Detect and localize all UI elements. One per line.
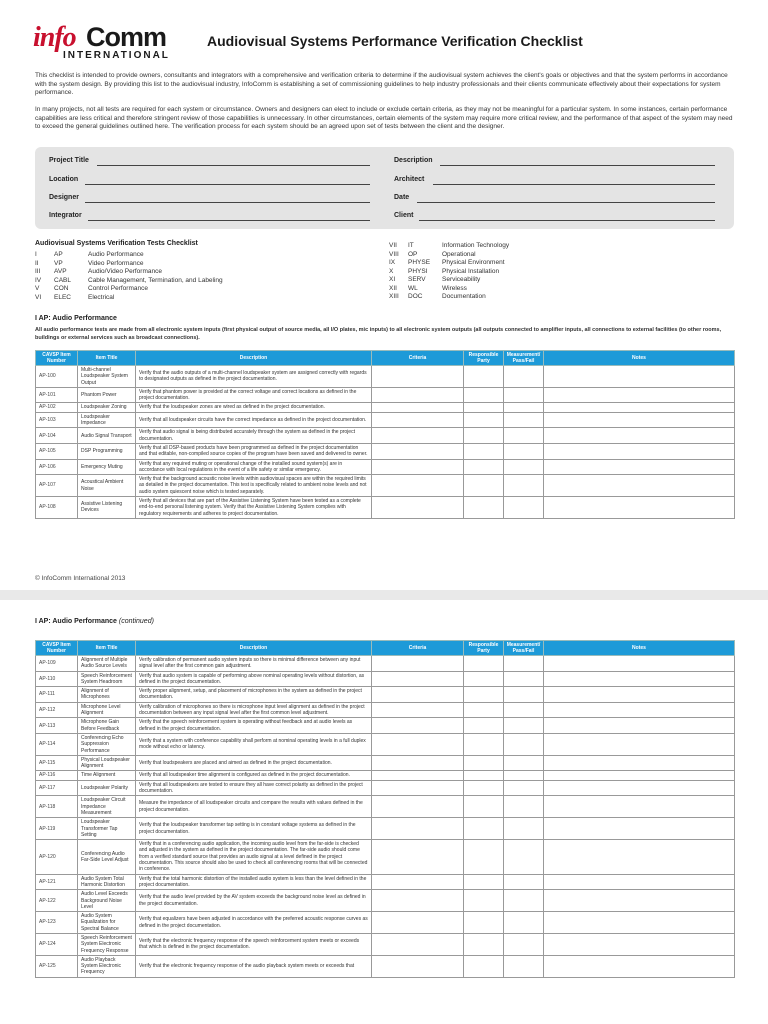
item-title-cell: Phantom Power <box>78 387 136 403</box>
header-item-title: Item Title <box>78 351 136 366</box>
header-criteria: Criteria <box>372 641 464 656</box>
notes-cell[interactable] <box>544 687 735 703</box>
item-title-cell: Speech Reinforcement System Electronic Frequency Response <box>78 933 136 955</box>
item-number-cell: AP-123 <box>36 912 78 934</box>
description-cell: Verify that audio signal is being distributed accurately through the system as defined in the project documentation. <box>136 428 372 444</box>
form-label-integrator: Integrator <box>49 212 82 219</box>
table-row <box>36 403 735 412</box>
criteria-cell[interactable] <box>372 912 464 934</box>
description-cell: Verify that loudspeakers are placed and aimed as defined in the project documentation. <box>136 755 372 771</box>
notes-cell[interactable] <box>544 796 735 818</box>
measurement-cell[interactable] <box>504 912 544 934</box>
table-row <box>36 771 735 780</box>
measurement-cell[interactable] <box>504 771 544 780</box>
description-cell: Verify that the loudspeaker zones are wired as defined in the project documentation. <box>136 403 372 412</box>
form-field-location[interactable] <box>85 177 370 185</box>
item-title-cell: DSP Programming <box>78 443 136 459</box>
measurement-cell[interactable] <box>504 428 544 444</box>
criteria-cell[interactable] <box>372 890 464 912</box>
section-title-text: I AP: Audio Performance <box>35 618 117 625</box>
responsible-party-cell[interactable] <box>464 475 504 497</box>
notes-cell[interactable] <box>544 475 735 497</box>
description-cell: Verify that audio system is capable of performing above nominal operating levels without distortion, as defined in the project documentation. <box>136 671 372 687</box>
item-title-cell: Audio System Equalization for Spectral Balance <box>78 912 136 934</box>
measurement-cell[interactable] <box>504 671 544 687</box>
table-row <box>36 818 735 840</box>
item-title-cell: Audio System Total Harmonic Distortion <box>78 874 136 890</box>
checklist-table-1 <box>35 350 735 519</box>
intro-paragraph-2: In many projects, not all tests are required for each system or circumstance. Owners and designers can elect to include or exclude certain criteria, as they may not be meaningful for a particular system. In some instances, certain performance capabilities are less critical and therefore stringent review of those capabilities is unnecessary. In other circumstances, certain elements of the system may require more critical review, and the performance of that aspect of the system may need to exceed the general guidelines outlined here. The verification process for each system should be an agreed upon set of tests between the client and the designer. <box>35 106 733 130</box>
table-row <box>36 755 735 771</box>
criteria-cell[interactable] <box>372 443 464 459</box>
measurement-cell[interactable] <box>504 840 544 874</box>
notes-cell[interactable] <box>544 387 735 403</box>
measurement-cell[interactable] <box>504 733 544 755</box>
item-title-cell: Conferencing Echo Suppression Performance <box>78 733 136 755</box>
item-number-cell: AP-114 <box>36 733 78 755</box>
responsible-party-cell[interactable] <box>464 412 504 428</box>
responsible-party-cell[interactable] <box>464 955 504 977</box>
item-title-cell: Loudspeaker Polarity <box>78 780 136 796</box>
notes-cell[interactable] <box>544 733 735 755</box>
criteria-cell[interactable] <box>372 366 464 388</box>
form-label-location: Location <box>49 176 79 183</box>
item-title-cell: Audio Signal Transport <box>78 428 136 444</box>
item-title-cell: Time Alignment <box>78 771 136 780</box>
criteria-cell[interactable] <box>372 475 464 497</box>
responsible-party-cell[interactable] <box>464 497 504 519</box>
description-cell: Verify that in a conferencing audio application, the incoming audio level from the far-side is checked and adjusted in the system as defined in the project documentation. The far-side audio should come from a verified standard source that provides an audio signal at a level defined in the project documentation. This source should also be used to check all conferencing rooms that will be connected in conference. <box>136 840 372 874</box>
page-gap <box>0 590 768 600</box>
checklist-page-2 <box>0 600 768 1024</box>
notes-cell[interactable] <box>544 428 735 444</box>
continued-label: (continued) <box>118 618 154 625</box>
header-measurement: Measurement/ Pass/Fail <box>504 351 544 366</box>
table-row <box>36 890 735 912</box>
responsible-party-cell[interactable] <box>464 755 504 771</box>
description-cell: Measure the impedance of all loudspeaker circuits and compare the results with values defined in the project documentation. <box>136 796 372 818</box>
table-row <box>36 671 735 687</box>
checklist-table-2 <box>35 640 735 978</box>
infocomm-logo <box>33 22 183 62</box>
notes-cell[interactable] <box>544 780 735 796</box>
criteria-cell[interactable] <box>372 497 464 519</box>
description-cell: Verify that any required muting or operational change of the installed sound system(s) are in accordance with local regulations in the event of a life safety or similar emergency. <box>136 459 372 475</box>
item-number-cell: AP-115 <box>36 755 78 771</box>
responsible-party-cell[interactable] <box>464 780 504 796</box>
project-info-form <box>35 147 734 229</box>
form-field-integrator[interactable] <box>88 213 370 221</box>
criteria-cell[interactable] <box>372 403 464 412</box>
measurement-cell[interactable] <box>504 933 544 955</box>
description-cell: Verify that phantom power is provided at the correct voltage and correct locations as defined in the project documentation. <box>136 387 372 403</box>
form-label-description: Description <box>394 157 433 164</box>
document-title: Audiovisual Systems Performance Verification Checklist <box>207 33 583 49</box>
logo-info-text: info <box>33 22 76 53</box>
item-number-cell: AP-102 <box>36 403 78 412</box>
notes-cell[interactable] <box>544 702 735 718</box>
criteria-cell[interactable] <box>372 428 464 444</box>
form-label-date: Date <box>394 194 410 201</box>
notes-cell[interactable] <box>544 443 735 459</box>
item-title-cell: Speech Reinforcement System Headroom <box>78 671 136 687</box>
notes-cell[interactable] <box>544 718 735 734</box>
description-cell: Verify calibration of permanent audio system inputs so there is minimal difference between any input signal level after the first common gain adjustment. <box>136 656 372 672</box>
description-cell: Verify that the electronic frequency response of the audio playback system meets or exceeds that <box>136 955 372 977</box>
list-item: VII IT Information Technology <box>389 242 510 249</box>
table-row <box>36 912 735 934</box>
description-cell: Verify that all devices that are part of the Assistive Listening System have been tested as a complete end-to-end personal listening system. Verify that the Assistive Listening System complies with regulatory requirements and adheres to project documentation. <box>136 497 372 519</box>
item-number-cell: AP-103 <box>36 412 78 428</box>
table-row <box>36 497 735 519</box>
item-title-cell: Conferencing Audio Far-Side Level Adjust <box>78 840 136 874</box>
measurement-cell[interactable] <box>504 780 544 796</box>
item-title-cell: Alignment of Microphones <box>78 687 136 703</box>
criteria-cell[interactable] <box>372 687 464 703</box>
criteria-cell[interactable] <box>372 818 464 840</box>
responsible-party-cell[interactable] <box>464 733 504 755</box>
table-row <box>36 656 735 672</box>
responsible-party-cell[interactable] <box>464 656 504 672</box>
tests-list-right <box>389 242 509 302</box>
criteria-cell[interactable] <box>372 671 464 687</box>
item-number-cell: AP-112 <box>36 702 78 718</box>
table-row <box>36 428 735 444</box>
section-description: All audio performance tests are made from all electronic system inputs (first physical output of source media, all I/O plates, mic inputs) to all electronic system outputs (all outputs connected to amplifier inputs, all connections to external facilities (to other rooms, buildings or external services such as broadcast connections). <box>35 327 722 341</box>
item-number-cell: AP-101 <box>36 387 78 403</box>
table-row <box>36 933 735 955</box>
responsible-party-cell[interactable] <box>464 771 504 780</box>
measurement-cell[interactable] <box>504 443 544 459</box>
measurement-cell[interactable] <box>504 890 544 912</box>
item-title-cell: Acoustical Ambient Noise <box>78 475 136 497</box>
item-number-cell: AP-119 <box>36 818 78 840</box>
notes-cell[interactable] <box>544 818 735 840</box>
criteria-cell[interactable] <box>372 771 464 780</box>
form-label-client: Client <box>394 212 414 219</box>
tests-list-left <box>35 251 223 302</box>
item-title-cell: Emergency Muting <box>78 459 136 475</box>
table-row <box>36 412 735 428</box>
criteria-cell[interactable] <box>372 780 464 796</box>
description-cell: Verify that equalizers have been adjusted in accordance with the preferred acoustic response curves as defined in the project documentation. <box>136 912 372 934</box>
measurement-cell[interactable] <box>504 755 544 771</box>
table-row <box>36 387 735 403</box>
header-notes: Notes <box>544 641 735 656</box>
table-row <box>36 366 735 388</box>
responsible-party-cell[interactable] <box>464 818 504 840</box>
list-item: II VP Video Performance <box>35 259 144 267</box>
table-row <box>36 702 735 718</box>
form-label-architect: Architect <box>394 176 425 183</box>
measurement-cell[interactable] <box>504 459 544 475</box>
criteria-cell[interactable] <box>372 702 464 718</box>
item-title-cell: Audio Level Exceeds Background Noise Level <box>78 890 136 912</box>
table-header-row <box>36 641 735 656</box>
form-field-project-title[interactable] <box>97 158 370 166</box>
description-cell: Verify that the total harmonic distortion of the installed audio system is less than the level defined in the project documentation. <box>136 874 372 890</box>
header-description: Description <box>136 351 372 366</box>
item-title-cell: Multi-channel Loudspeaker System Output <box>78 366 136 388</box>
item-title-cell: Loudspeaker Zoning <box>78 403 136 412</box>
responsible-party-cell[interactable] <box>464 671 504 687</box>
item-number-cell: AP-110 <box>36 671 78 687</box>
description-cell: Verify that the audio level provided by the AV system exceeds the background noise level as defined in the project documentation. <box>136 890 372 912</box>
responsible-party-cell[interactable] <box>464 796 504 818</box>
notes-cell[interactable] <box>544 840 735 874</box>
criteria-cell[interactable] <box>372 412 464 428</box>
list-item: IV CABL Cable Management, Termination, and Labeling <box>35 276 223 284</box>
measurement-cell[interactable] <box>504 412 544 428</box>
list-item: VI ELEC Electrical <box>35 293 115 301</box>
responsible-party-cell[interactable] <box>464 366 504 388</box>
item-number-cell: AP-106 <box>36 459 78 475</box>
section-title-audio-performance: I AP: Audio Performance <box>35 315 117 322</box>
header-measurement: Measurement/ Pass/Fail <box>504 641 544 656</box>
item-number-cell: AP-118 <box>36 796 78 818</box>
form-label-project-title: Project Title <box>49 157 89 164</box>
item-title-cell: Alignment of Multiple Audio Source Levels <box>78 656 136 672</box>
criteria-cell[interactable] <box>372 459 464 475</box>
responsible-party-cell[interactable] <box>464 459 504 475</box>
table-row <box>36 796 735 818</box>
item-number-cell: AP-108 <box>36 497 78 519</box>
measurement-cell[interactable] <box>504 818 544 840</box>
responsible-party-cell[interactable] <box>464 840 504 874</box>
item-number-cell: AP-104 <box>36 428 78 444</box>
list-item: XIII DOC Documentation <box>389 293 486 300</box>
table-row <box>36 687 735 703</box>
description-cell: Verify proper alignment, setup, and placement of microphones in the system as defined in the project documentation. <box>136 687 372 703</box>
notes-cell[interactable] <box>544 412 735 428</box>
table-row <box>36 874 735 890</box>
form-field-description[interactable] <box>440 158 715 166</box>
measurement-cell[interactable] <box>504 366 544 388</box>
header-item-number: CAVSP Item Number <box>36 641 78 656</box>
notes-cell[interactable] <box>544 874 735 890</box>
description-cell: Verify that the loudspeaker transformer tap setting is in constant voltage systems as defined in the project documentation. <box>136 818 372 840</box>
table-body-1 <box>36 366 735 519</box>
item-title-cell: Loudspeaker Impedance <box>78 412 136 428</box>
item-title-cell: Loudspeaker Transformer Tap Setting <box>78 818 136 840</box>
item-title-cell: Microphone Gain Before Feedback <box>78 718 136 734</box>
list-item: XI SERV Serviceability <box>389 276 481 283</box>
criteria-cell[interactable] <box>372 840 464 874</box>
notes-cell[interactable] <box>544 671 735 687</box>
notes-cell[interactable] <box>544 656 735 672</box>
item-number-cell: AP-116 <box>36 771 78 780</box>
measurement-cell[interactable] <box>504 387 544 403</box>
table-row <box>36 780 735 796</box>
criteria-cell[interactable] <box>372 755 464 771</box>
item-title-cell: Loudspeaker Circuit Impedance Measurement <box>78 796 136 818</box>
notes-cell[interactable] <box>544 955 735 977</box>
notes-cell[interactable] <box>544 933 735 955</box>
table-row <box>36 459 735 475</box>
item-number-cell: AP-107 <box>36 475 78 497</box>
item-number-cell: AP-117 <box>36 780 78 796</box>
form-field-client[interactable] <box>419 213 715 221</box>
description-cell: Verify that all DSP-based products have been programmed as defined in the project documentation and that editable, non-compiled source copies of the program have been saved and delivered to owner. <box>136 443 372 459</box>
criteria-cell[interactable] <box>372 718 464 734</box>
item-number-cell: AP-109 <box>36 656 78 672</box>
header-responsible-party: Responsible Party <box>464 351 504 366</box>
description-cell: Verify that all loudspeaker time alignment is configured as defined in the project documentation. <box>136 771 372 780</box>
responsible-party-cell[interactable] <box>464 387 504 403</box>
criteria-cell[interactable] <box>372 933 464 955</box>
measurement-cell[interactable] <box>504 656 544 672</box>
description-cell: Verify that the electronic frequency response of the speech reinforcement system meets or exceeds that which is defined in the project documentation. <box>136 933 372 955</box>
logo-international-text: INTERNATIONAL <box>63 50 170 61</box>
measurement-cell[interactable] <box>504 475 544 497</box>
criteria-cell[interactable] <box>372 874 464 890</box>
item-title-cell: Assistive Listening Devices <box>78 497 136 519</box>
description-cell: Verify that all loudspeaker circuits have the correct impedance as defined in the project documentation. <box>136 412 372 428</box>
notes-cell[interactable] <box>544 755 735 771</box>
list-item: IX PHYSE Physical Environment <box>389 259 505 266</box>
item-number-cell: AP-120 <box>36 840 78 874</box>
intro-paragraph-1: This checklist is intended to provide owners, consultants and integrators with a comprehensive and verification criteria to determine if the audiovisual system achieves the client's goals or objectives and that the system performs in accordance with the system design. By providing this list to the audiovisual industry, InfoComm is establishing a set of commissioning guidelines to help industry professionals and their clients communicate effectively about their expectations for system performance. <box>35 72 728 96</box>
responsible-party-cell[interactable] <box>464 403 504 412</box>
item-title-cell: Audio Playback System Electronic Frequency <box>78 955 136 977</box>
copyright-footer: © InfoComm International 2013 <box>35 575 126 582</box>
notes-cell[interactable] <box>544 459 735 475</box>
logo-comm-text: Comm <box>86 22 167 52</box>
item-number-cell: AP-125 <box>36 955 78 977</box>
measurement-cell[interactable] <box>504 796 544 818</box>
header-item-number: CAVSP Item Number <box>36 351 78 366</box>
table-row <box>36 955 735 977</box>
criteria-cell[interactable] <box>372 387 464 403</box>
criteria-cell[interactable] <box>372 733 464 755</box>
form-field-date[interactable] <box>417 195 715 203</box>
section-title-continued <box>35 618 154 625</box>
notes-cell[interactable] <box>544 497 735 519</box>
item-title-cell: Microphone Level Alignment <box>78 702 136 718</box>
item-number-cell: AP-121 <box>36 874 78 890</box>
table-row <box>36 733 735 755</box>
criteria-cell[interactable] <box>372 656 464 672</box>
header-notes: Notes <box>544 351 735 366</box>
responsible-party-cell[interactable] <box>464 874 504 890</box>
header-description: Description <box>136 641 372 656</box>
responsible-party-cell[interactable] <box>464 428 504 444</box>
measurement-cell[interactable] <box>504 874 544 890</box>
table-row <box>36 718 735 734</box>
description-cell: Verify that the audio outputs of a multi-channel loudspeaker system are assigned correctly with regards to designated outputs as defined in the project documentation. <box>136 366 372 388</box>
form-field-architect[interactable] <box>433 177 715 185</box>
responsible-party-cell[interactable] <box>464 718 504 734</box>
list-item: XII WL Wireless <box>389 284 467 292</box>
item-title-cell: Physical Loudspeaker Alignment <box>78 755 136 771</box>
table-body-2 <box>36 656 735 978</box>
form-field-designer[interactable] <box>85 195 370 203</box>
criteria-cell[interactable] <box>372 955 464 977</box>
measurement-cell[interactable] <box>504 718 544 734</box>
responsible-party-cell[interactable] <box>464 890 504 912</box>
item-number-cell: AP-113 <box>36 718 78 734</box>
responsible-party-cell[interactable] <box>464 933 504 955</box>
measurement-cell[interactable] <box>504 687 544 703</box>
description-cell: Verify that all loudspeakers are tested to ensure they all have correct polarity as defined in the project documentation. <box>136 780 372 796</box>
item-number-cell: AP-124 <box>36 933 78 955</box>
responsible-party-cell[interactable] <box>464 443 504 459</box>
description-cell: Verify that the speech reinforcement system is operating without feedback and at audio levels as defined in the project documentation. <box>136 718 372 734</box>
list-item: I AP Audio Performance <box>35 251 144 258</box>
list-item: III AVP Audio/Video Performance <box>35 268 162 275</box>
description-cell: Verify calibration of microphones so there is microphone input level alignment as defined in the project documentation between any input signal level after the first common level adjustment. <box>136 702 372 718</box>
item-number-cell: AP-111 <box>36 687 78 703</box>
responsible-party-cell[interactable] <box>464 912 504 934</box>
notes-cell[interactable] <box>544 771 735 780</box>
measurement-cell[interactable] <box>504 955 544 977</box>
measurement-cell[interactable] <box>504 497 544 519</box>
list-item: V CON Control Performance <box>35 285 148 292</box>
notes-cell[interactable] <box>544 366 735 388</box>
list-item: X PHYSI Physical Installation <box>389 267 500 275</box>
header-item-title: Item Title <box>78 641 136 656</box>
table-row <box>36 475 735 497</box>
description-cell: Verify that a system with conference capability shall perform at nominal operating levels in a full duplex mode without echo or latency. <box>136 733 372 755</box>
item-number-cell: AP-122 <box>36 890 78 912</box>
notes-cell[interactable] <box>544 403 735 412</box>
notes-cell[interactable] <box>544 912 735 934</box>
criteria-cell[interactable] <box>372 796 464 818</box>
notes-cell[interactable] <box>544 890 735 912</box>
table-row <box>36 443 735 459</box>
table-header-row <box>36 351 735 366</box>
tests-checklist-title: Audiovisual Systems Verification Tests Checklist <box>35 240 198 247</box>
description-cell: Verify that the background acoustic noise levels within audiovisual spaces are within the required limits as detailed in the project documentation. This test is specifically related to ambient noise levels and not audio system quiescent noise which is tested separately. <box>136 475 372 497</box>
responsible-party-cell[interactable] <box>464 702 504 718</box>
form-label-designer: Designer <box>49 194 79 201</box>
table-row <box>36 840 735 874</box>
measurement-cell[interactable] <box>504 403 544 412</box>
header-responsible-party: Responsible Party <box>464 641 504 656</box>
measurement-cell[interactable] <box>504 702 544 718</box>
list-item: VIII OP Operational <box>389 250 476 258</box>
responsible-party-cell[interactable] <box>464 687 504 703</box>
header-criteria: Criteria <box>372 351 464 366</box>
item-number-cell: AP-100 <box>36 366 78 388</box>
item-number-cell: AP-105 <box>36 443 78 459</box>
